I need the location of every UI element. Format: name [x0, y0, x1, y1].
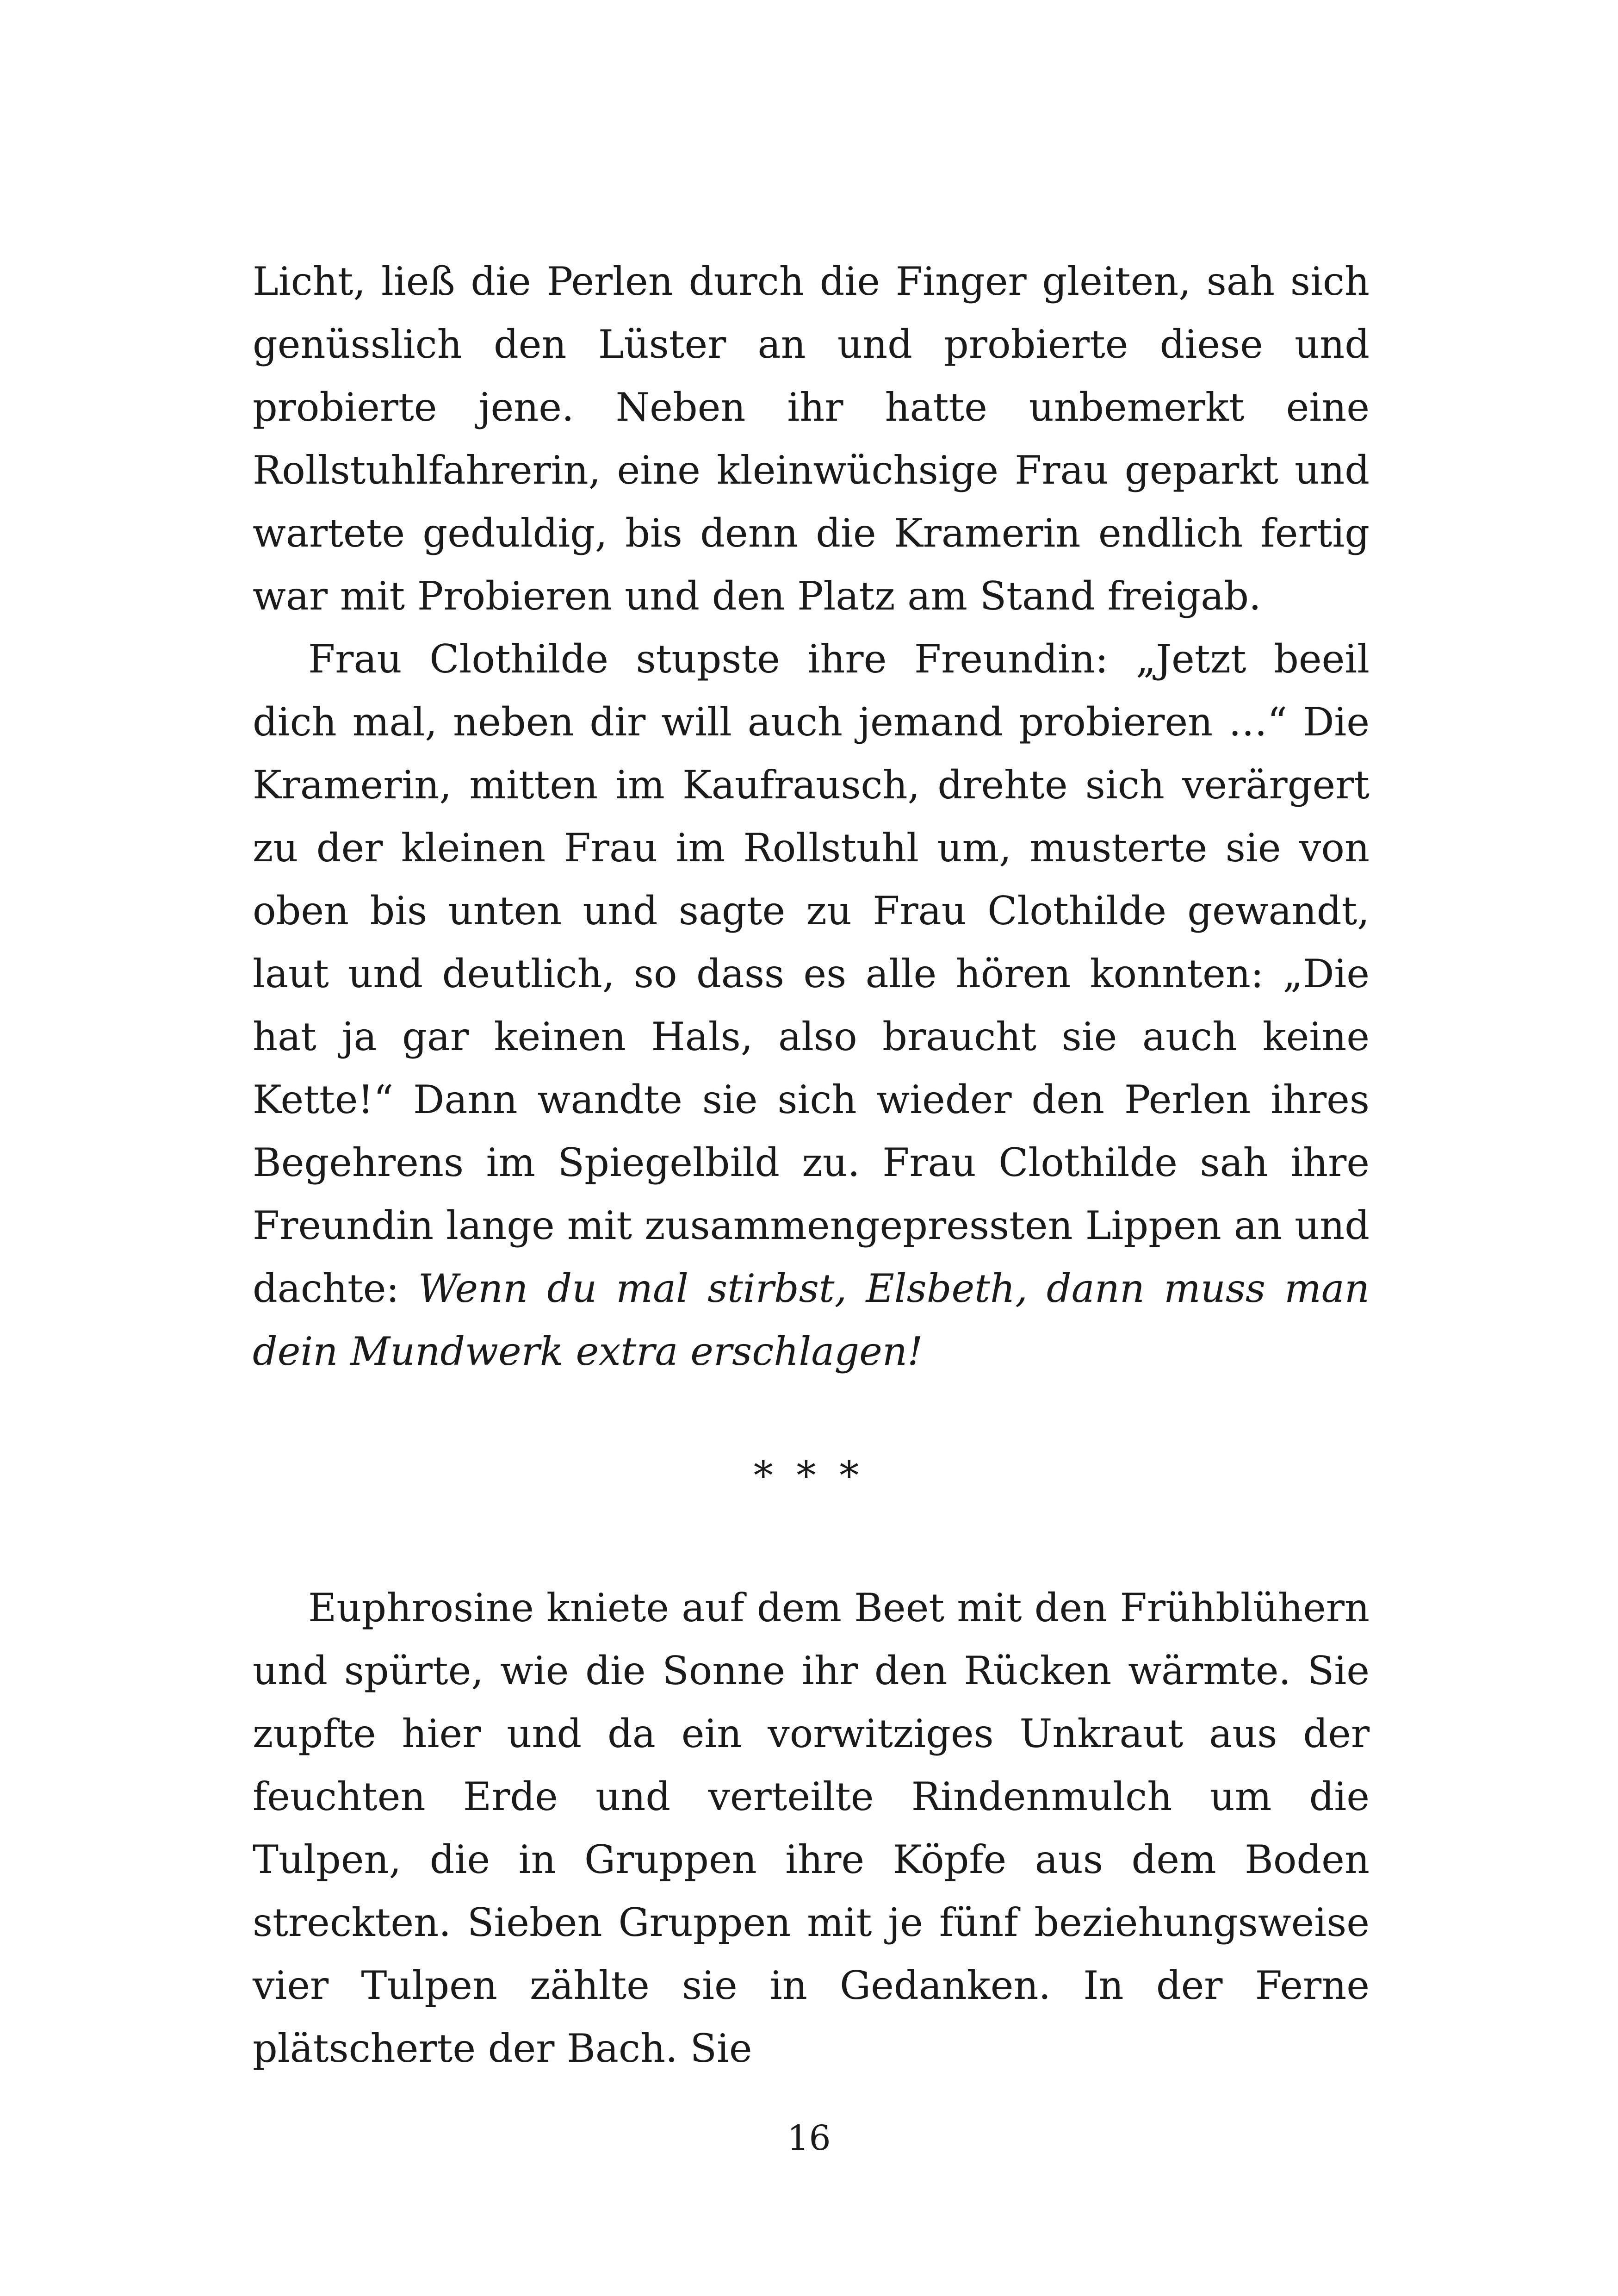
paragraph-2 — [253, 628, 1370, 1383]
paragraph-3: Euphrosine kniete auf dem Beet mit den Frühblühern und spürte, wie die Sonne ihr den Rücken wärmte. Sie zupfte hier und da ein vorwitziges Unkraut aus der feuchten Erde und verteilte Rindenmulch um die Tulpen, die in Gruppen ihre Köpfe aus dem Boden streckten. Sieben Gruppen mit je fünf beziehungsweise vier Tulpen zählte sie in Gedanken. In der Ferne plätscherte der Bach. Sie — [253, 1585, 1370, 2071]
text-section-2 — [253, 1576, 1370, 2080]
text-section-1 — [253, 250, 1370, 1383]
paragraph-2-text: Frau Clothilde stupste ihre Freundin: „Jetzt beeil dich mal, neben dir will auch jemand probieren …“ Die Kramerin, mitten im Kaufrausch, drehte sich verärgert zu der kleinen Frau im Rollstuhl um, musterte sie von oben bis unten und sagte zu Frau Clothilde gewandt, laut und deutlich, so dass es alle hören konnten: „Die hat ja gar keinen Hals, also braucht sie auch keine Kette!“ Dann wandte sie sich wieder den Perlen ihres Begehrens im Spiegelbild zu. Frau Clothilde sah ihre Freundin lange mit zusammengepressten Lippen an und dachte: — [253, 636, 1370, 1311]
paragraph-1: Licht, ließ die Perlen durch die Finger gleiten, sah sich genüsslich den Lüster an und probierte diese und probierte jene. Neben ihr hatte unbemerkt eine Rollstuhlfahrerin, eine kleinwüchsige Frau geparkt und wartete geduldig, bis denn die Kramerin endlich fertig war mit Probieren und den Platz am Stand freigab. — [253, 259, 1370, 619]
paragraph-2-italic-thought: Wenn du mal stirbst, Elsbeth, dann muss man dein Mundwerk extra erschlagen! — [253, 1266, 1370, 1374]
page-number: 16 — [787, 2118, 831, 2158]
section-separator: * * * — [753, 1453, 865, 1498]
